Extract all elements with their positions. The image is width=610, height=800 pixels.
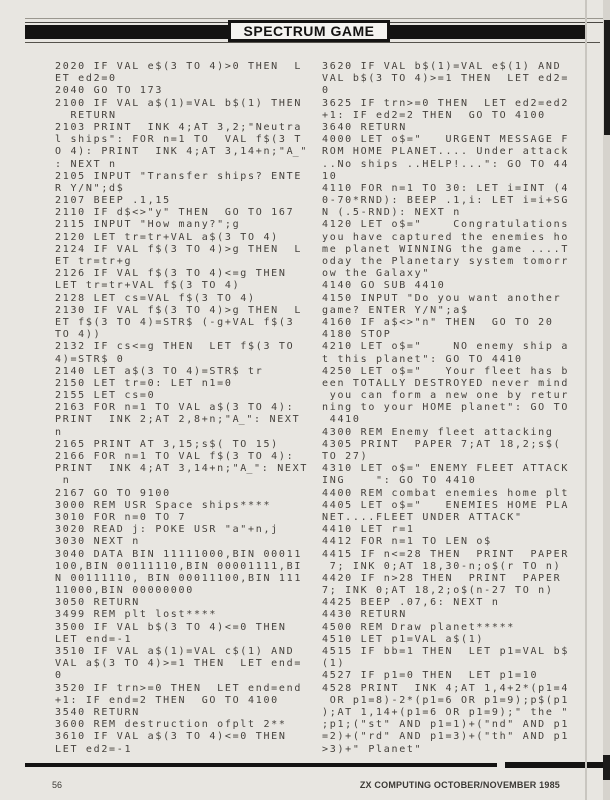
- code-line: 4528 PRINT INK 4;AT 1,4+2*(p1=4: [322, 682, 570, 694]
- code-line: LET end=-1: [55, 633, 133, 645]
- code-line: LET tr=tr+VAL f$(3 TO 4): [55, 280, 241, 292]
- code-line: 2165 PRINT AT 3,15;s$( TO 15): [55, 438, 279, 450]
- code-line: 3540 RETURN: [55, 706, 140, 718]
- section-title: SPECTRUM GAME: [243, 23, 375, 39]
- code-line: 3030 NEXT n: [55, 536, 140, 548]
- code-line: 2128 LET cs=VAL f$(3 TO 4): [55, 292, 256, 304]
- code-line: een TOTALLY DESTROYED never mind: [322, 377, 570, 389]
- code-line: NET....FLEET UNDER ATTACK": [322, 511, 523, 523]
- code-line: 4430 RETURN: [322, 609, 407, 621]
- code-line: 2105 INPUT "Transfer ships? ENTE: [55, 170, 303, 182]
- magazine-title: ZX COMPUTING OCTOBER/NOVEMBER 1985: [359, 780, 560, 790]
- page-number: 56: [52, 780, 63, 790]
- code-line: 4160 IF a$<>"n" THEN GO TO 20: [322, 316, 554, 328]
- page-edge-shadow-bottom: [603, 755, 610, 780]
- code-line: n: [55, 475, 71, 487]
- code-line: 4120 LET o$=" Congratulations: [322, 219, 570, 231]
- code-line: ROM HOME PLANET.... Under attack: [322, 146, 570, 158]
- code-line: 11000,BIN 00000000: [55, 585, 194, 597]
- header-rule-upper: [25, 18, 608, 19]
- code-line: 4140 GO SUB 4410: [322, 280, 446, 292]
- code-line: ET tr=tr+g: [55, 256, 133, 267]
- footer-rule-right: [505, 762, 610, 768]
- code-line: O 4): PRINT INK 4;AT 3,14+n;"A̲": [55, 146, 309, 158]
- code-line: game? ENTER Y/N";a$: [322, 304, 469, 316]
- code-line: (1): [322, 658, 346, 670]
- code-line: 4210 LET o$=" NO enemy ship a: [322, 341, 570, 353]
- code-line: me planet WINNING the game ....T: [322, 243, 570, 255]
- code-line: 2130 IF VAL f$(3 TO 4)>g THEN L: [55, 304, 303, 316]
- code-line: 2103 PRINT INK 4;AT 3,2;"Neutra: [55, 121, 303, 133]
- code-line: VAL a$(3 TO 4)>=1 THEN LET end=: [55, 658, 303, 670]
- code-column-left: [55, 61, 319, 756]
- code-line: 4400 REM combat enemies home plt: [322, 487, 570, 499]
- code-line: TO 4)): [55, 329, 102, 341]
- code-line: PRINT INK 2;AT 2,8+n;"A̲": NEXT: [55, 414, 301, 426]
- code-line: 3500 IF VAL b$(3 TO 4)<=0 THEN: [55, 621, 287, 633]
- page-fold-line: [585, 0, 587, 800]
- code-line: 3520 IF trn>=0 THEN LET end=end: [55, 682, 303, 694]
- code-line: 2040 GO TO 173: [55, 85, 164, 97]
- code-line: ning to your HOME planet": GO TO: [322, 402, 570, 414]
- code-line: RETURN: [55, 109, 117, 121]
- code-line: 2132 IF cs<=g THEN LET f$(3 TO: [55, 341, 295, 353]
- code-line: 4180 STOP: [322, 329, 392, 341]
- code-line: 0: [322, 85, 330, 97]
- code-line: 2115 INPUT "How many?";g: [55, 219, 241, 231]
- header-rule-bottom: [25, 42, 600, 43]
- code-line: LET ed2=-1: [55, 743, 133, 755]
- page-edge-shadow-top: [604, 20, 610, 135]
- code-line: OR p1=8)-2*(p1=6 OR p1=9);p$(p1: [322, 694, 570, 706]
- code-line: 4515 IF bb=1 THEN LET p1=VAL b$: [322, 646, 570, 657]
- code-line: 7; INK 0;AT 18,2;o$(n-27 TO n): [322, 585, 554, 597]
- code-line: +1: IF ed2=2 THEN GO TO 4100: [322, 109, 546, 121]
- code-line: 4)=STR$ 0: [55, 353, 125, 365]
- code-line: PRINT INK 4;AT 3,14+n;"A̲": NEXT: [55, 463, 309, 475]
- code-line: 10: [322, 170, 338, 182]
- code-line: 2140 LET a$(3 TO 4)=STR$ tr: [55, 365, 264, 377]
- code-line: 3625 IF trn>=0 THEN LET ed2=ed2: [322, 97, 570, 109]
- code-line: 3010 FOR n=0 TO 7: [55, 511, 187, 523]
- code-line: 4410: [322, 414, 361, 426]
- code-line: 0: [55, 670, 63, 682]
- code-line: 3020 READ j: POKE USR "a"+n,j: [55, 524, 279, 536]
- code-line: 4412 FOR n=1 TO LEN o$: [322, 536, 492, 548]
- code-line: 3040 DATA BIN 11111000,BIN 00011: [55, 548, 303, 560]
- code-line: you have captured the enemies ho: [322, 231, 570, 243]
- code-line: 4000 LET o$=" URGENT MESSAGE F: [322, 134, 570, 146]
- code-line: 2110 IF d$<>"y" THEN GO TO 167: [55, 207, 295, 219]
- code-line: 4110 FOR n=1 TO 30: LET i=INT (4: [322, 182, 570, 194]
- code-line: oday the Planetary system tomorr: [322, 256, 570, 267]
- code-line: >3)+" Planet": [322, 743, 423, 755]
- code-line: =2)+("rd" AND p1=3)+("th" AND p1: [322, 731, 570, 743]
- code-line: N 00111110, BIN 00011100,BIN 111: [55, 572, 303, 584]
- code-line: 4500 REM Draw planet*****: [322, 621, 516, 633]
- code-line: 4310 LET o$=" ENEMY FLEET ATTACK: [322, 463, 570, 475]
- code-line: ET ed2=0: [55, 73, 117, 85]
- code-line: 4305 PRINT PAPER 7;AT 18,2;s$(: [322, 438, 562, 450]
- code-line: 3499 REM plt lost****: [55, 609, 218, 621]
- code-line: l ships": FOR n=1 TO VAL f$(3 T: [55, 134, 303, 146]
- code-line: 4300 REM Enemy fleet attacking: [322, 426, 554, 438]
- code-line: t this planet": GO TO 4410: [322, 353, 523, 365]
- code-line: 3000 REM USR Space ships****: [55, 499, 272, 511]
- code-line: ;p1;("st" AND p1=1)+("nd" AND p1: [322, 719, 570, 731]
- code-column-right: [322, 61, 586, 756]
- code-line: 2150 LET tr=0: LET n1=0: [55, 377, 233, 389]
- code-line: 3600 REM destruction ofplt 2**: [55, 719, 287, 731]
- code-line: VAL b$(3 TO 4)>=1 THEN LET ed2=: [322, 73, 570, 85]
- code-line: 2107 BEEP .1,15: [55, 195, 171, 207]
- section-title-box: [228, 20, 390, 42]
- code-line: 4150 INPUT "Do you want another: [322, 292, 562, 304]
- code-line: ET f$(3 TO 4)=STR$ (-g+VAL f$(3: [55, 316, 295, 328]
- code-line: 3050 RETURN: [55, 597, 140, 609]
- code-line: 2100 IF VAL a$(1)=VAL b$(1) THEN: [55, 97, 303, 109]
- code-line: 4527 IF p1=0 THEN LET p1=10: [322, 670, 539, 682]
- code-line: ..No ships ..HELP!...": GO TO 44: [322, 158, 570, 170]
- code-line: 0-70*RND): BEEP .1,i: LET i=i+SG: [322, 195, 570, 207]
- code-line: 4250 LET o$=" Your fleet has b: [322, 365, 570, 377]
- code-line: 7; INK 0;AT 18,30-n;o$(r TO n): [322, 560, 562, 572]
- code-line: );AT 1,14+(p1=6 OR p1=9);" the ": [322, 706, 570, 718]
- code-line: N (.5-RND): NEXT n: [322, 207, 461, 219]
- code-line: : NEXT n: [55, 158, 117, 170]
- code-line: +1: IF end=2 THEN GO TO 4100: [55, 694, 279, 706]
- code-line: n: [55, 426, 63, 438]
- code-line: 4425 BEEP .07,6: NEXT n: [322, 597, 500, 609]
- code-line: 4405 LET o$=" ENEMIES HOME PLA: [322, 499, 570, 511]
- code-line: 3510 IF VAL a$(1)=VAL c$(1) AND: [55, 646, 295, 657]
- code-line: 3620 IF VAL b$(1)=VAL e$(1) AND: [322, 61, 562, 72]
- code-line: 2163 FOR n=1 TO VAL a$(3 TO 4):: [55, 402, 295, 414]
- code-line: 2020 IF VAL e$(3 TO 4)>0 THEN L: [55, 61, 303, 72]
- code-line: 2120 LET tr=tr+VAL a$(3 TO 4): [55, 231, 279, 243]
- code-line: 4510 LET p1=VAL a$(1): [322, 633, 485, 645]
- code-line: 3610 IF VAL a$(3 TO 4)<=0 THEN: [55, 731, 287, 743]
- code-line: 2126 IF VAL f$(3 TO 4)<=g THEN: [55, 268, 287, 280]
- code-line: R Y/N";d$: [55, 182, 125, 194]
- code-line: 2167 GO TO 9100: [55, 487, 171, 499]
- code-line: 4410 LET r=1: [322, 524, 415, 536]
- code-line: 2124 IF VAL f$(3 TO 4)>g THEN L: [55, 243, 303, 255]
- code-line: 4420 IF n>28 THEN PRINT PAPER: [322, 572, 562, 584]
- code-line: you can form a new one by retur: [322, 390, 570, 402]
- code-line: 3640 RETURN: [322, 121, 407, 133]
- code-line: TO 27): [322, 451, 369, 462]
- code-line: 100,BIN 00111110,BIN 00001111,BI: [55, 560, 303, 572]
- code-line: 2166 FOR n=1 TO VAL f$(3 TO 4):: [55, 451, 295, 462]
- code-line: ow the Galaxy": [322, 268, 431, 280]
- code-line: 4415 IF n<=28 THEN PRINT PAPER: [322, 548, 570, 560]
- footer-rule-left: [25, 763, 497, 767]
- code-line: 2155 LET cs=0: [55, 390, 156, 402]
- code-line: ING ": GO TO 4410: [322, 475, 477, 487]
